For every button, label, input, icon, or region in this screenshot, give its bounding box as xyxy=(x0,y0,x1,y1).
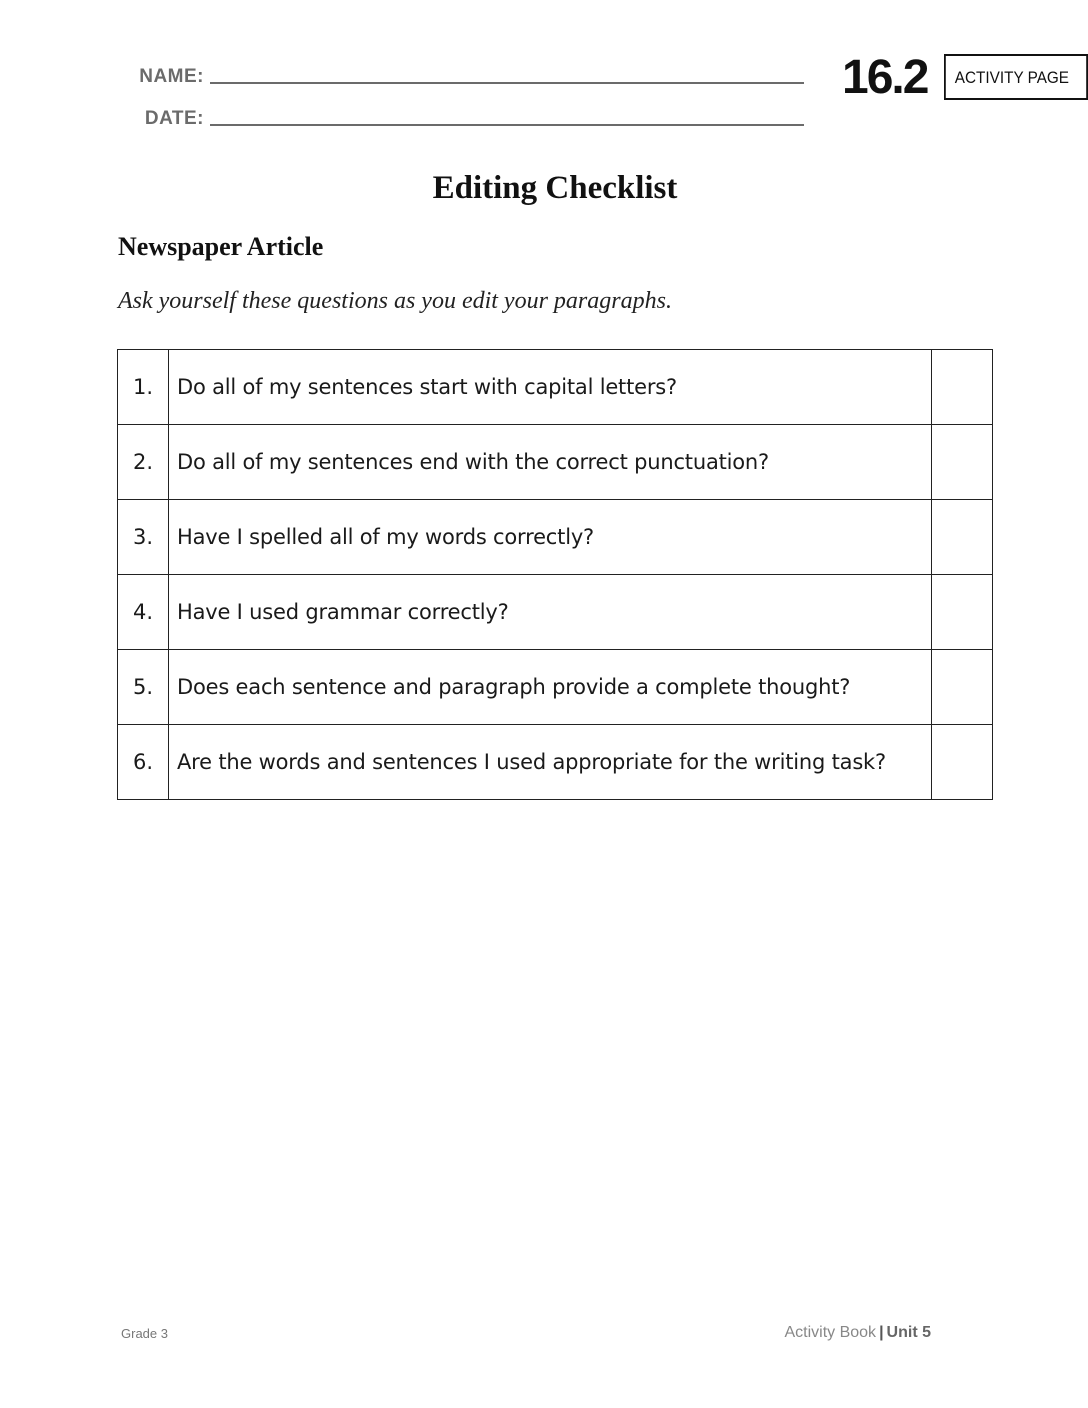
checklist-row xyxy=(118,650,993,725)
check-box[interactable] xyxy=(932,425,993,500)
item-question: Are the words and sentences I used appropriate for the writing task? xyxy=(169,725,932,800)
item-number: 6. xyxy=(118,725,169,800)
item-question: Have I spelled all of my words correctly? xyxy=(169,500,932,575)
checklist-row xyxy=(118,350,993,425)
item-question: Do all of my sentences start with capital letters? xyxy=(169,350,932,425)
section-title: Newspaper Article xyxy=(118,232,324,261)
footer-book: Activity Book xyxy=(784,1324,877,1341)
date-field-row xyxy=(118,108,804,130)
checklist-row xyxy=(118,575,993,650)
check-box[interactable] xyxy=(932,725,993,800)
activity-page-badge: ACTIVITY PAGE xyxy=(944,54,1088,100)
name-field-row xyxy=(118,66,804,88)
checklist-row xyxy=(118,425,993,500)
check-box[interactable] xyxy=(932,650,993,725)
checklist-row xyxy=(118,725,993,800)
item-question: Does each sentence and paragraph provide a complete thought? xyxy=(169,650,932,725)
footer-book-info xyxy=(784,1324,931,1342)
activity-number: 16.2 xyxy=(842,51,928,104)
checklist-row xyxy=(118,500,993,575)
item-question: Have I used grammar correctly? xyxy=(169,575,932,650)
item-number: 5. xyxy=(118,650,169,725)
item-number: 3. xyxy=(118,500,169,575)
footer-grade: Grade 3 xyxy=(121,1326,168,1341)
footer-separator: | xyxy=(879,1324,884,1341)
check-box[interactable] xyxy=(932,575,993,650)
footer-unit: Unit 5 xyxy=(886,1324,931,1341)
instructions: Ask yourself these questions as you edit your paragraphs. xyxy=(118,288,672,314)
item-question: Do all of my sentences end with the correct punctuation? xyxy=(169,425,932,500)
date-label: DATE: xyxy=(144,108,204,129)
page-title: Editing Checklist xyxy=(432,170,678,206)
check-box[interactable] xyxy=(932,500,993,575)
date-line[interactable] xyxy=(210,123,804,126)
checklist-table xyxy=(117,349,993,800)
item-number: 1. xyxy=(118,350,169,425)
check-box[interactable] xyxy=(932,350,993,425)
name-line[interactable] xyxy=(210,81,804,84)
item-number: 4. xyxy=(118,575,169,650)
item-number: 2. xyxy=(118,425,169,500)
name-label: NAME: xyxy=(139,66,204,87)
